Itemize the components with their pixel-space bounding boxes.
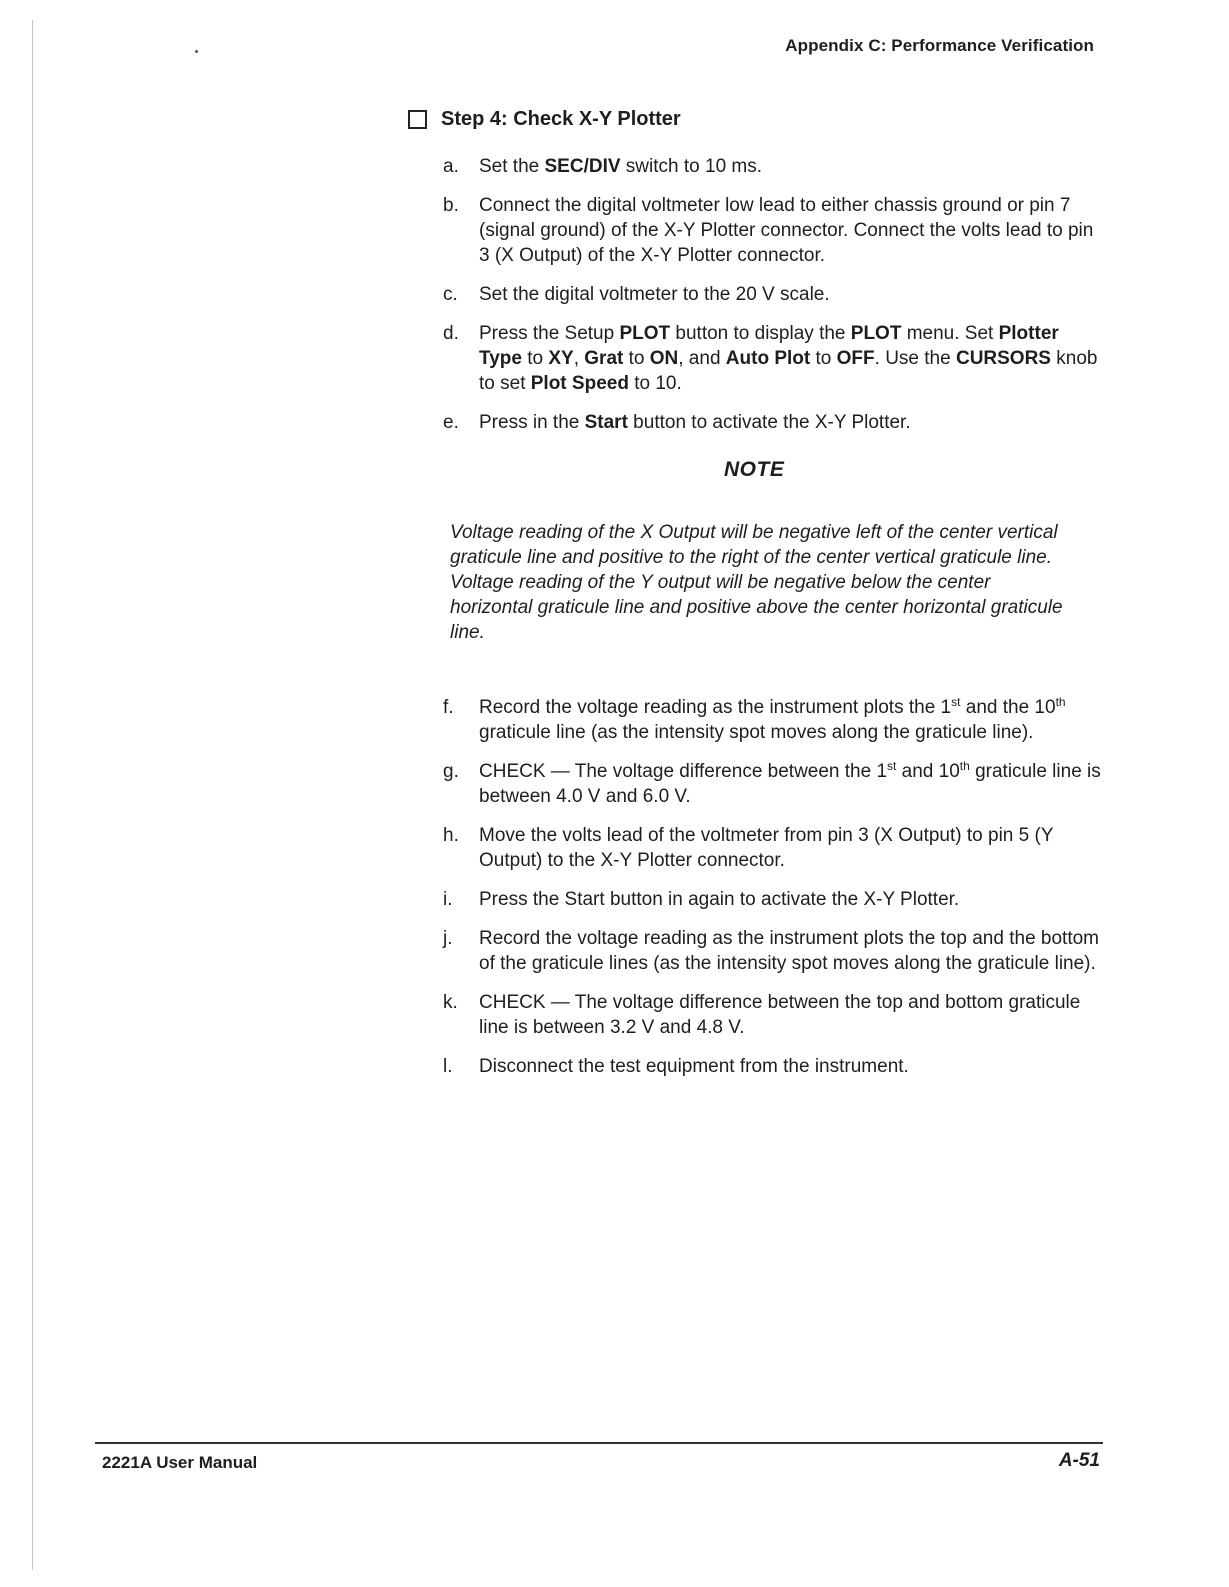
step-text-run: button to activate the X-Y Plotter.	[627, 412, 911, 433]
step-letter: a.	[443, 156, 459, 177]
step-text-run: Connect the digital voltmeter low lead to either chassis ground or pin 7 (signal ground) of the X-Y Plotter connector. Connect the volts lead to pin 3 (X Output) of the X-Y Plotter connector.	[479, 195, 1094, 266]
step-text-run: Press the Setup	[479, 323, 620, 344]
ordinal-suffix: st	[887, 759, 897, 773]
note-title: NOTE	[724, 458, 785, 481]
step-text-run: Set the digital voltmeter to the 20 V scale.	[479, 284, 830, 305]
step-keyword: Start	[584, 412, 628, 433]
step-text	[479, 926, 1103, 976]
step-letter: j.	[443, 928, 453, 949]
step-text	[479, 695, 1103, 745]
step-text	[479, 410, 1103, 435]
step-text	[479, 759, 1103, 809]
step-text-run: Press in the	[479, 412, 585, 433]
step-text-run: Record the voltage reading as the instrument plots the 1	[479, 697, 952, 718]
step-letter: b.	[443, 195, 459, 216]
ordinal-suffix: th	[959, 759, 970, 773]
step-keyword: ON	[649, 348, 679, 369]
step-keyword: SEC/DIV	[544, 156, 621, 177]
step-text-run: to	[810, 348, 837, 369]
step-text-run: CHECK — The voltage difference between the 1	[479, 761, 888, 782]
step-keyword: CURSORS	[955, 348, 1051, 369]
step-letter: h.	[443, 825, 459, 846]
step-letter: d.	[443, 323, 459, 344]
step-heading	[408, 108, 681, 131]
step-text-run: graticule line (as the intensity spot moves along the graticule line).	[479, 722, 1034, 743]
step-text-run: knob to set	[479, 348, 1098, 394]
step-keyword: Grat	[584, 348, 624, 369]
step-text-run: . Use the	[874, 348, 956, 369]
step-text-run: Set the	[479, 156, 545, 177]
procedure-step	[443, 990, 1103, 1040]
step-text-run: , and	[678, 348, 726, 369]
procedure-step	[443, 282, 1103, 307]
step-text-run: button to display the	[670, 323, 851, 344]
step-text	[479, 887, 1103, 912]
step-list-top	[443, 154, 1103, 449]
procedure-step	[443, 154, 1103, 179]
step-text-run: to 10.	[628, 373, 682, 394]
step-text	[479, 321, 1103, 396]
procedure-step	[443, 410, 1103, 435]
step-text	[479, 990, 1103, 1040]
step-keyword: PLOT	[619, 323, 671, 344]
step-text-run: CHECK — The voltage difference between the top and bottom graticule line is between 3.2 V and 4.8 V.	[479, 992, 1081, 1038]
scan-speck	[195, 50, 198, 53]
step-letter: i.	[443, 889, 453, 910]
footer-rule	[95, 1442, 1103, 1444]
step-text-run: ,	[573, 348, 585, 369]
procedure-step	[443, 193, 1103, 268]
procedure-step	[443, 321, 1103, 396]
step-keyword: Auto Plot	[725, 348, 811, 369]
step-text-run: and 10	[896, 761, 960, 782]
step-letter: g.	[443, 761, 459, 782]
ordinal-suffix: st	[951, 695, 961, 709]
footer-manual-title: 2221A User Manual	[102, 1453, 258, 1472]
procedure-step	[443, 887, 1103, 912]
footer-page-number: A-51	[1058, 1450, 1100, 1471]
step-text-run: switch to 10 ms.	[620, 156, 763, 177]
note-body: Voltage reading of the X Output will be negative left of the center vertical graticule line and positive to the right of the center vertical graticule line. Voltage reading of the Y output will be negative below the center horizontal graticule line and positive above the center horizontal graticule line.	[450, 522, 1063, 643]
procedure-step	[443, 759, 1103, 809]
step-keyword: Plot Speed	[530, 373, 629, 394]
step-keyword: OFF	[836, 348, 875, 369]
step-checkbox[interactable]	[408, 110, 427, 129]
ordinal-suffix: th	[1055, 695, 1066, 709]
step-keyword: XY	[548, 348, 574, 369]
step-title: Step 4: Check X-Y Plotter	[441, 108, 681, 130]
step-text	[479, 193, 1103, 268]
step-text-run: to	[521, 348, 549, 369]
procedure-step	[443, 695, 1103, 745]
step-text-run: Record the voltage reading as the instrument plots the top and the bottom of the graticule lines (as the intensity spot moves along the graticule line).	[479, 928, 1099, 974]
procedure-step	[443, 926, 1103, 976]
step-text	[479, 823, 1103, 873]
step-list-bottom	[443, 695, 1103, 1093]
step-keyword: PLOT	[850, 323, 902, 344]
step-letter: k.	[443, 992, 458, 1013]
step-text-run: Move the volts lead of the voltmeter from pin 3 (X Output) to pin 5 (Y Output) to the X-Y Plotter connector.	[479, 825, 1054, 871]
step-text-run: graticule line is between 4.0 V and 6.0 V.	[479, 761, 1101, 807]
step-text	[479, 282, 1103, 307]
step-letter: c.	[443, 284, 458, 305]
step-text-run: Disconnect the test equipment from the instrument.	[479, 1056, 909, 1077]
procedure-step	[443, 1054, 1103, 1079]
step-text	[479, 154, 1103, 179]
step-text-run: and the 10	[960, 697, 1056, 718]
step-text-run: menu. Set	[901, 323, 999, 344]
step-text-run: Press the Start button in again to activate the X-Y Plotter.	[479, 889, 960, 910]
running-head: Appendix C: Performance Verification	[785, 36, 1094, 55]
step-letter: l.	[443, 1056, 453, 1077]
scan-edge-line	[32, 20, 33, 1570]
step-letter: f.	[443, 697, 454, 718]
step-keyword: Plotter Type	[479, 323, 1059, 369]
step-letter: e.	[443, 412, 459, 433]
step-text	[479, 1054, 1103, 1079]
step-text-run: to	[623, 348, 650, 369]
procedure-step	[443, 823, 1103, 873]
